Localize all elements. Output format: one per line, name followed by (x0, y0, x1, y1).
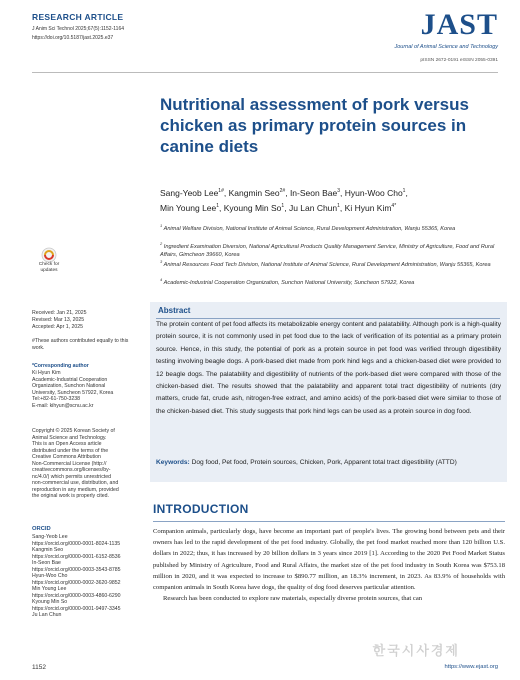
orcid-author: Hyun-Woo Cho (32, 573, 68, 579)
affiliation-text: Animal Welfare Division, National Institute of Animal Science, Rural Development Administration, Wanju 55365, Korea (163, 225, 456, 232)
corresponding-author-block (32, 370, 144, 409)
corr-email[interactable]: E-mail: kihyun@scnu.ac.kr (32, 402, 94, 409)
copyright-line: This is an Open Access article (32, 441, 102, 447)
orcid-author: In-Seon Bae (32, 560, 61, 566)
copyright-block (32, 428, 144, 500)
affiliation-num: 3 (160, 259, 163, 264)
author-list: Sang-Yeob Lee$^{1\#}$, Kangmin Seo$^{2\#}$, In-Seon Bae$^3$, Hyun-Woo Cho$^1$, Min Young Lee$^1$, Kyoung Min So$^1$, Ju Lan Chun$^1$, Ki Hyun Kim$^{4*}$ (160, 187, 408, 213)
author-sup: 4* (391, 202, 397, 209)
orcid-link[interactable]: https://orcid.org/0000-0002-3620-9852 (32, 579, 121, 586)
paragraph: Companion animals, particularly dogs, have become an important part of people's lives. The growing bond between pets and their owners has led to the rapid development of the pet food industry. Globally, the pet food market reached more than 120 billion U.S. dollars in 2022; thus, it has increased by 20 billion dollars in 3 years since 2019 [1]. According to the 2020 Pet Food Market Status published by Ministry of Agriculture, Food and Rural Affairs, the market size of the pet food industry in South Korea was $753.18 million in 2020, and it was expected to increase to $890.77 million, an 18.3% increment, in 2023. As 83.9% of households with companion animals in South Korea have dogs, the quality of dog food deserves particular attention. (153, 528, 505, 592)
affiliation (160, 258, 505, 269)
journal-name: Journal of Animal Science and Technology (394, 44, 498, 50)
copyright-line: Creative Commons Attribution (32, 454, 101, 460)
orcid-link[interactable]: https://orcid.org/0000-0001-8024-1135 (32, 540, 121, 547)
orcid-author: Ju Lan Chun (32, 612, 62, 618)
copyright-line: Animal Science and Technology. (32, 434, 107, 441)
check-for-updates-label: Check for updates (38, 262, 60, 273)
copyright-line: reproduction in any medium, provided (32, 486, 119, 493)
abstract-text: The protein content of pet food affects its metabolizable energy content and palatability. Although pork is a high-quality protein source, it is not commonly used in pet food due to the lack of verification of its potential as a primary protein source. Hence, in this study, the potential of pork as a protein source in pet food was verified through digestibility testing involving beagle dogs. A pork-based diet made from pork hind legs and a chicken-based diet were provided to 12 beagle dogs. The palatability and digestibility of nutrients of the pork-based diet were compared with those of the chicken-based diet. The results showed that the palatability and apparent total tract digestibility of nutrients (dry matters, crude fat, crude ash, nitrogen-free extract, and amino acids) of the pork-based diet were similar to those of the chicken-based diet. This study suggests that pork hind legs can be used as a protein source in dog food. (156, 321, 501, 415)
author-name: In-Seon Bae (289, 187, 338, 198)
orcid-author: Min Young Lee (32, 586, 67, 592)
citation: J Anim Sci Technol 2025;67(5):1152-1164 (32, 26, 125, 32)
affiliation-num: 1 (160, 223, 163, 228)
introduction-body (153, 526, 505, 604)
introduction-divider (153, 521, 505, 522)
author-name: Sang-Yeob Lee (160, 187, 219, 198)
author-sup: 1# (218, 188, 224, 194)
copyright-line: distributed under the terms of the (32, 447, 109, 454)
author-name: Min Young Lee (160, 202, 217, 213)
author-name: Ju Lan Chun (288, 202, 338, 213)
copyright-line: creativecommons.org/licenses/by- (32, 467, 111, 473)
affiliation-text: Academic-Industrial Cooperation Organization, Sunchon National University, Suncheon 57922, Korea (163, 279, 415, 286)
author-name: Hyun-Woo Cho (344, 187, 403, 198)
issn: pISSN 2672-0191 eISSN 2055-0391 (420, 58, 498, 63)
orcid-heading: ORCID (32, 526, 51, 532)
header-divider (32, 72, 498, 73)
author-sup: 2# (279, 188, 286, 194)
affiliation (160, 222, 505, 233)
paragraph: Research has been conducted to explore raw materials, especially diverse protein sources, that can (163, 595, 423, 603)
orcid-author: Sang-Yeob Lee (32, 534, 68, 540)
check-for-updates-icon (32, 247, 66, 263)
equal-contribution-note: #These authors contributed equally to this work. (32, 338, 129, 351)
corr-line: Tel:+82-61-750-3238 (32, 396, 81, 402)
orcid-link[interactable]: https://orcid.org/0000-0001-9497-3345 (32, 605, 121, 612)
introduction-heading: INTRODUCTION (153, 502, 249, 516)
orcid-link[interactable]: https://orcid.org/0000-0003-3543-8785 (32, 566, 121, 573)
doi-link[interactable]: https://doi.org/10.5187/jast.2025.e37 (32, 35, 114, 41)
orcid-link[interactable]: https://orcid.org/0000-0001-6152-8536 (32, 553, 121, 560)
author-sup: 1 (402, 188, 406, 194)
orcid-author: Kangmin Seo (32, 547, 64, 553)
journal-logo: JAST (420, 8, 498, 41)
date-accepted: Accepted: Apr 1, 2025 (32, 324, 84, 330)
author-sup: 3 (337, 188, 340, 194)
orcid-link[interactable]: https://orcid.org/0000-0003-4860-6290 (32, 592, 121, 599)
corr-line: Academic-Industrial Cooperation (32, 376, 108, 383)
author-sup: 1 (337, 202, 340, 209)
page-number: 1152 (32, 664, 46, 671)
copyright-line: non-commercial use, distribution, and (32, 480, 119, 486)
orcid-block (32, 534, 144, 619)
copyright-line: Copyright © 2025 Korean Society of (32, 428, 115, 434)
author-sup: 1 (216, 202, 220, 209)
corr-line: Ki Hyun Kim (32, 370, 61, 376)
corr-line: Organization, Sunchon National (32, 383, 106, 389)
copyright-line: nc/4.0/) which permits unrestricted (32, 473, 111, 480)
orcid-author: Kyoung Min So (32, 599, 68, 605)
author-sup: 1 (281, 202, 285, 209)
keywords-label: Keywords: (156, 459, 190, 466)
affiliation-text: Animal Resources Food Tech Division, National Institute of Animal Science, Rural Development Administration, Wanju 55365, Korea (163, 261, 491, 268)
author-name: Ki Hyun Kim (344, 202, 392, 213)
copyright-line: Non-Commercial License (http:// (32, 460, 107, 467)
corresponding-author-heading: *Corresponding author (32, 363, 89, 369)
date-received: Received: Jan 21, 2025 (32, 310, 87, 316)
article-title: Nutritional assessment of pork versus chicken as primary protein sources in canine diets (160, 95, 469, 156)
keywords-list: Dog food, Pet food, Protein sources, Chicken, Pork, Apparent total tract digestibility (ATTD) (191, 459, 457, 466)
author-name: Kangmin Seo (228, 187, 280, 198)
journal-website-link[interactable]: https://www.ejast.org (444, 664, 498, 670)
article-type-label: RESEARCH ARTICLE (32, 12, 124, 22)
affiliation-num: 2 (160, 241, 163, 246)
affiliation-text: Ingredient Examination Diversion, National Agricultural Products Quality Management Service, Ministry of Agriculture, Food and Rural Affairs, Gimcheon 39660, Korea (160, 243, 495, 259)
corr-line: University, Suncheon 57922, Korea (32, 389, 114, 396)
affiliation (160, 276, 505, 287)
author-name: Kyoung Min So (223, 202, 282, 213)
date-revised: Revised: Mar 13, 2025 (32, 317, 85, 323)
affiliation-num: 4 (160, 277, 163, 282)
keywords (156, 457, 501, 468)
copyright-line: the original work is properly cited. (32, 493, 109, 499)
abstract-heading: Abstract (158, 306, 191, 315)
watermark: 한국시사경제 (372, 643, 460, 658)
